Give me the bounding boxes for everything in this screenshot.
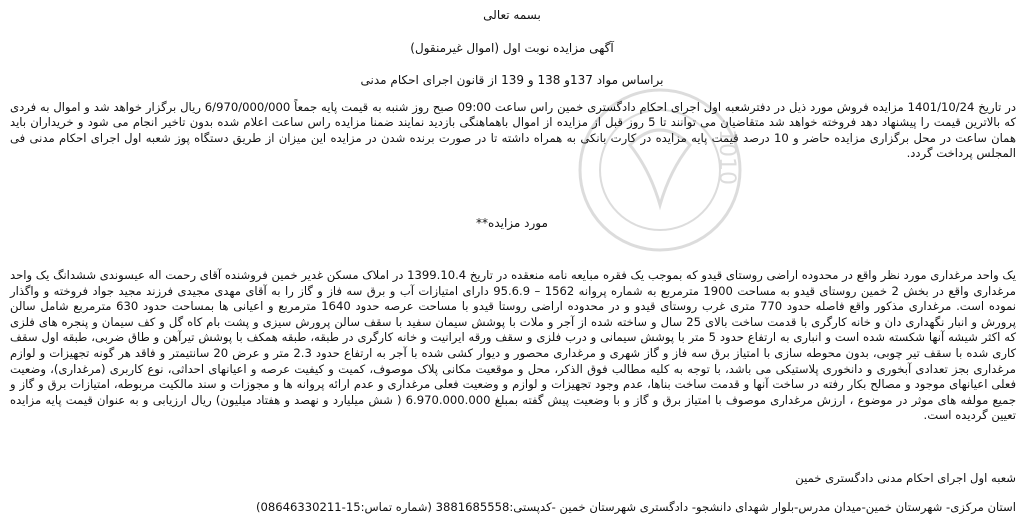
legal-basis-text: براساس مواد 137و 138 و 139 از قانون اجرای احکام مدنی bbox=[360, 73, 664, 87]
watermark-number: 1010 bbox=[714, 129, 739, 185]
address-line: استان مرکزی- شهرستان خمین-میدان مدرس-بلوار شهدای دانشجو- دادگستری شهرستان خمین -کدپستی:3881685558 (شماره تماس:15-08646330211) bbox=[255, 500, 1016, 514]
description-paragraph: یک واحد مرغداری مورد نظر واقع در محدوده اراضی روستای قیدو که بموجب یک فقره مبایعه نامه منعقده در تاریخ 1399.10.4 در املاک مسکن غدیر خمین فروشنده آقای رحمت اله عیسوندی ششدانگ یک واحد مرغداری واقع در بخش 2 خمین روستای قیدو به مساحت 1900 مترمربع به شماره پروانه 1562 – 95.6.9 دارای امتیازات آب و برق سه فاز و گاز را به آقای مهدی مجیدی فرزند مجید جواد فروخته و واگذار نموده است. مرغداری مذکور واقع فاصله حدود 770 متری غرب روستای قیدو و در محدوده اراضی روستا قیدو با مساحت عرصه حدود 1640 مترمربع و اعیانی ها بمساحت حدود 630 مترمربع شامل سالن پرورش و انبار نگهداری دان و خانه کارگری با قدمت ساخت بالای 25 سال و ساخته شده از آجر و ملات با پوشش سیمان سفید با سقف سالن پرورش سیزی و پشت بام کاه گل و کف سیمان و پنجره های فلزی که اکثر شیشه آنها شکسته شده است و انباری به ارتفاع حدود 5 متر با پوشش سیمانی و درب فلزی و سقف ورقه ایرانیت و خانه کارگری در طبقه، طبقه همکف با پوشش تیرآهن و طاق ضربی، طبقه اول سقف کاری شده با سقف تیر چوبی، بدون محوطه سازی با امتیاز برق سه فاز و گاز شهری و مرغداری محصور و دیوار کشی شده با آجر به ارتفاع حدود 2.3 متر و عرض 20 سانتیمتر و فاقد هر گونه تجهیزات و لوازم مرغداری بجز تعدادی آبخوری و دانخوری پلاستیکی می باشد، با توجه به کلیه مطالب فوق الذکر، محل و موقعیت مکانی پلاک موصوف، کمیت و کیفیت عرصه و اعیانهای احداثی، نوع کاربری (مرغداری)، وضعیت فعلی اعیانهای موجود و مصالح بکار رفته در ساخت آنها و قدمت ساخت بناها، عدم وجود تجهیزات و لوازم و وضعیت فعلی مرغداری و عدم ارائه پروانه ها و مجوزات و سند مالکیت مربوطه، امتیازات برق و گاز و جمیع مولفه های موثر در موضوع ، ارزش مرغداری موصوف با امتیاز برق و گاز و با وضعیت پیش گفته بمبلغ 6.970.000.000 ( شش میلیارد و نهصد و هفتاد میلیون) ریال ارزیابی و به عنوان قیمت پایه مزایده تعیین گردیده است. bbox=[10, 268, 1017, 423]
invocation-text: بسمه تعالی bbox=[483, 8, 541, 22]
notice-title: آگهی مزایده نوبت اول (اموال غیرمنقول) bbox=[410, 41, 614, 55]
signature-line: شعبه اول اجرای احکام مدنی دادگستری خمین bbox=[795, 471, 1016, 485]
section-heading: مورد مزایده** bbox=[476, 216, 548, 230]
intro-paragraph: در تاریخ 1401/10/24 مزایده فروش مورد ذیل در دفترشعبه اول اجرای احکام دادگستری خمین راس ساعت 09:00 صبح روز شنبه به قیمت پایه جمعاً 6/970/000/000 ریال برگزار خواهد شد و اموال به فردی که بالاترین قیمت را پیشنهاد دهد فروخته خواهد شد متقاضیان می توانند تا 5 روز قبل از مزایده از اموال باهماهنگی بازدید نمایند ضمنا مزایده راس ساعت اعلام شده بدون تاخیر انجام می شود و خریداران باید همان ساعت در محل برگزاری مزایده حاضر و 10 درصد قیمت پایه مزایده در کارت بانکی به همراه داشته تا در صورت برنده شدن در مزایده این میزان از طریق دستگاه پوز شعبه اول اجرای احکام مدنی فی المجلس پرداخت گردد. bbox=[10, 100, 1016, 161]
